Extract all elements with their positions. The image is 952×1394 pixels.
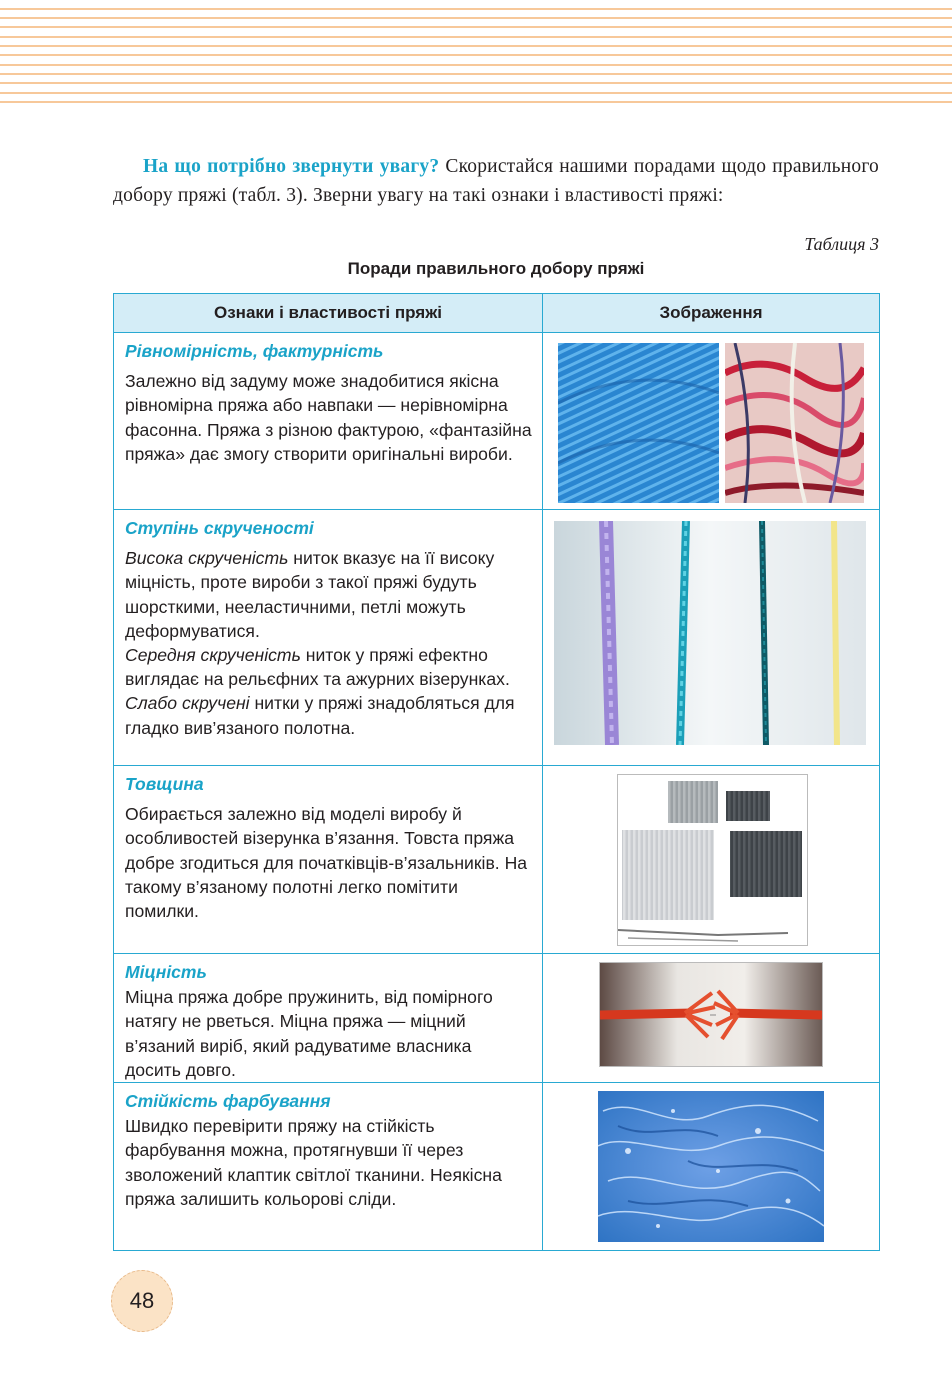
- high-twist-text: ниток вказує на її високу міцність, проте вироби з такої пряжі будуть шорсткими, нееластичними, петлі можуть деформуватися.: [125, 548, 495, 641]
- row-title: Стійкість фарбування: [125, 1091, 331, 1112]
- table-header-row: [114, 294, 880, 333]
- knitted-samples-photo: [617, 774, 808, 946]
- low-twist-term: Слабо скручені: [125, 693, 250, 714]
- row-title: Рівномірність, фактурність: [125, 341, 384, 361]
- page-number: 48: [111, 1270, 173, 1332]
- row-description: Міцна пряжа добре пружинить, від помірного натягу не рветься. Міцна пряжа — міцний в’язаний виріб, який радуватиме власника досить довго.: [125, 987, 493, 1080]
- header-images: Зображення: [543, 294, 880, 333]
- medium-twist-term: Середня скрученість: [125, 645, 301, 666]
- medium-twist-text: ниток у пряжі ефектно виглядає на рельєфних та ажурних візерунках.: [125, 645, 510, 690]
- intro-paragraph: [113, 153, 879, 210]
- table-row: [114, 333, 880, 510]
- table-row: [114, 954, 880, 1083]
- row-image-cell: [543, 954, 880, 1083]
- row-description: [125, 546, 532, 643]
- fancy-yarn-photo: [725, 343, 864, 503]
- yarn-tips-table: [113, 293, 880, 1251]
- row-text-cell: [114, 510, 543, 766]
- row-image-cell: [543, 766, 880, 954]
- row-image-cell: [543, 510, 880, 766]
- even-yarn-photo: [558, 343, 719, 503]
- row-title: Міцність: [125, 962, 207, 982]
- row-description: Залежно від задуму може знадобитися якісна рівномірна пряжа або навпаки — нерівномірна фасонна. Пряжа з різною фактурою, «фантазійна пряжа» дає змогу створити оригінальні вироби.: [125, 371, 532, 464]
- table-title: Поради правильного добору пряжі: [347, 259, 645, 278]
- row-text-cell: [114, 333, 543, 510]
- row-title: Товщина: [125, 774, 204, 794]
- table-row: [114, 766, 880, 954]
- row-description: Обирається залежно від моделі виробу й особливостей візерунка в’язання. Товста пряжа добре згодиться для початківців-в’язальників. На такому в’язаному полотні легко помітити помилки.: [125, 804, 528, 922]
- intro-text: Скористайся нашими порадами щодо правильного добору пряжі (табл. 3). Зверни увагу на такі ознаки і властивості пряжі:: [113, 156, 879, 206]
- table-row: [114, 1083, 880, 1251]
- twisted-threads-photo: [554, 521, 866, 745]
- row-text-cell: [114, 954, 543, 1083]
- row-image-cell: [543, 1083, 880, 1251]
- table-row: [114, 510, 880, 766]
- row-image-cell: [543, 333, 880, 510]
- dye-stain-photo: [598, 1091, 824, 1242]
- row-text-cell: [114, 1083, 543, 1251]
- row-description: [125, 643, 532, 691]
- header-properties: Ознаки і властивості пряжі: [114, 294, 543, 333]
- decorative-lines: [0, 0, 952, 110]
- breaking-rope-photo: [599, 962, 823, 1067]
- table-label: Таблиця 3: [804, 234, 879, 254]
- row-description: Швидко перевірити пряжу на стійкість фарбування можна, протягнувши її через зволожений клаптик світлої тканини. Неякісна пряжа залишить кольорові сліди.: [125, 1116, 502, 1209]
- row-text-cell: [114, 766, 543, 954]
- high-twist-term: Висока скрученість: [125, 548, 289, 569]
- intro-lead: На що потрібно звернути увагу?: [143, 156, 440, 177]
- row-title: Ступінь скрученості: [125, 518, 314, 538]
- row-description: [125, 691, 532, 739]
- low-twist-text: нитки у пряжі знадобляться для гладко вив’язаного полотна.: [125, 693, 515, 738]
